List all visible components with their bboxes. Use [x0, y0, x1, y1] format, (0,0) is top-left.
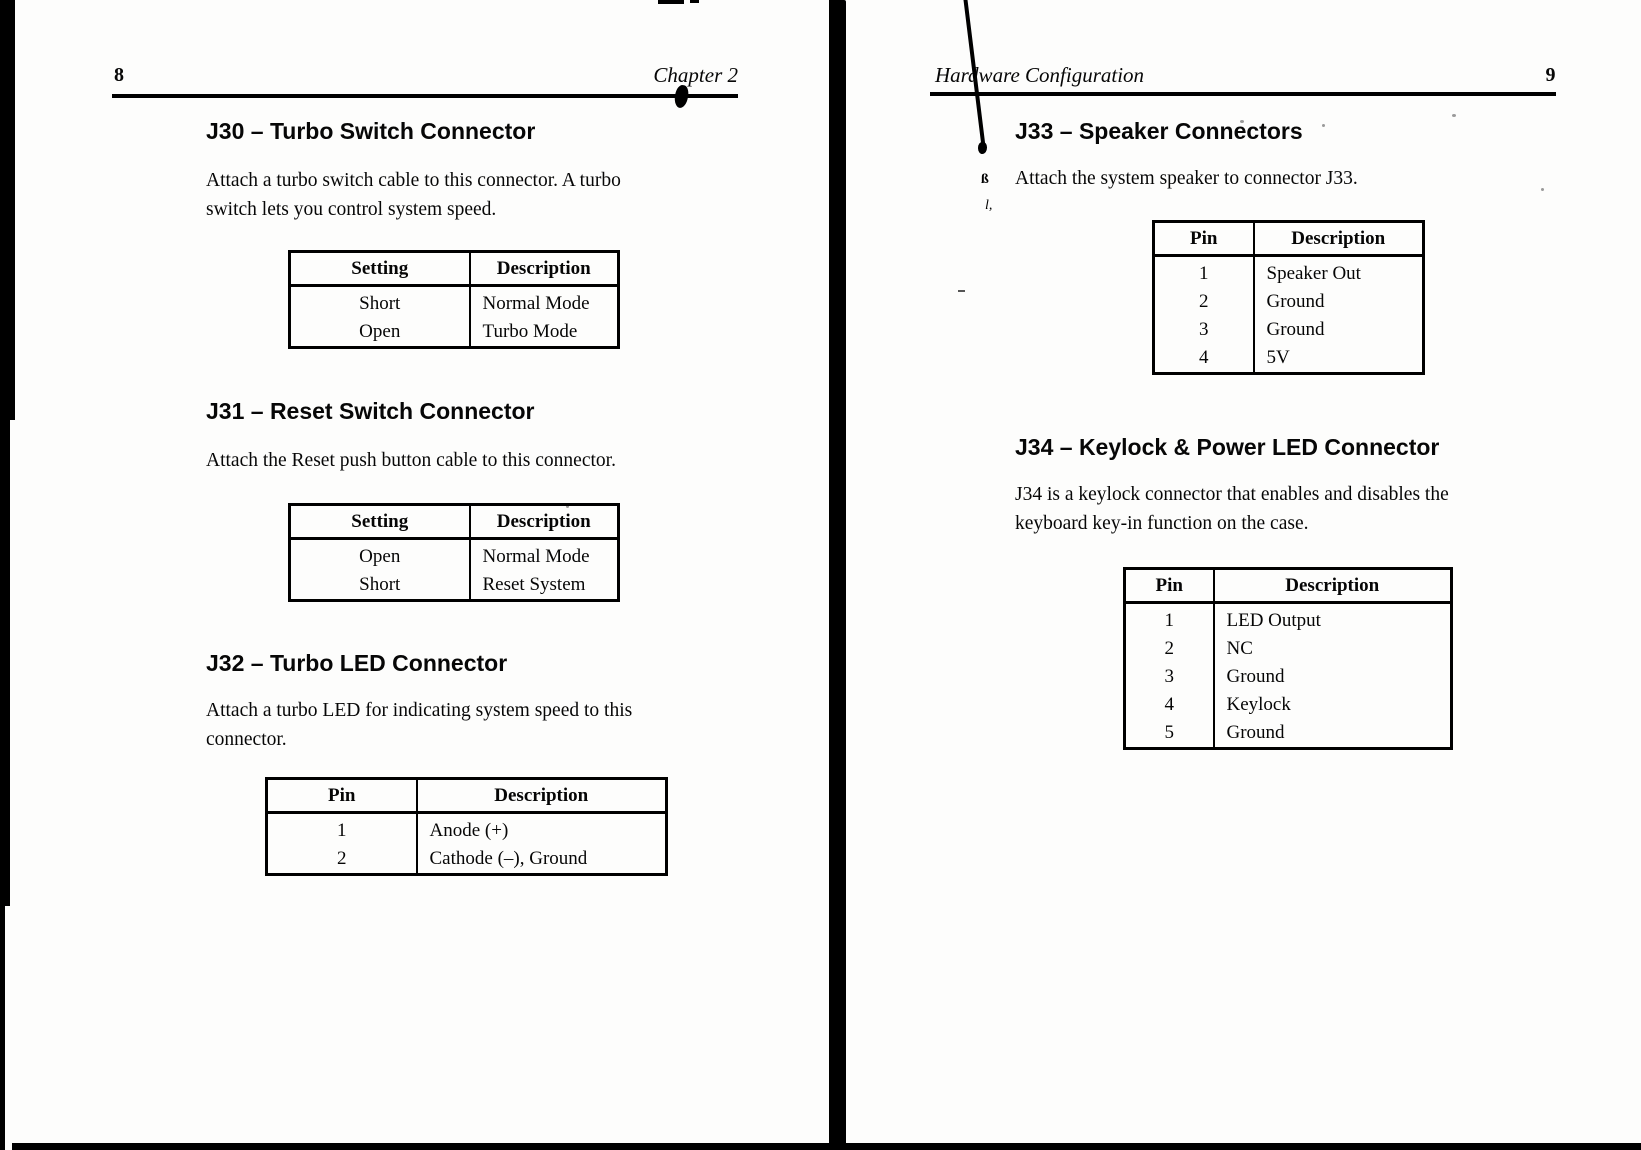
- section-title-j30: J30 – Turbo Switch Connector: [206, 118, 536, 144]
- scan-smudge-top-1: [658, 0, 684, 4]
- running-header-hardware-configuration: Hardware Configuration: [935, 63, 1145, 87]
- table-cell: LED Output: [1226, 610, 1321, 631]
- scan-noise: [958, 290, 965, 292]
- section-title-j31: J31 – Reset Switch Connector: [206, 398, 535, 424]
- table-row: [267, 845, 667, 875]
- scan-edge-band-left-mid: [0, 418, 10, 906]
- table-header-cell: Description: [417, 779, 667, 813]
- scan-noise: [1452, 114, 1456, 117]
- table-cell: Keylock: [1226, 694, 1291, 715]
- table-cell: Speaker Out: [1266, 263, 1361, 284]
- table-cell: 2: [267, 845, 417, 875]
- section-body-j30: [206, 166, 621, 224]
- body-line: Attach a turbo LED for indicating system speed to this: [206, 700, 633, 721]
- table-row: [1154, 288, 1424, 316]
- table-cell: 1: [1125, 603, 1214, 636]
- table-cell: 1: [1154, 256, 1254, 289]
- pen-stroke-dot: [978, 142, 987, 154]
- pen-small-mark-2: l,: [985, 198, 993, 213]
- table-cell: Turbo Mode: [482, 321, 578, 342]
- table-cell: 3: [1154, 316, 1254, 344]
- table-cell: Ground: [1266, 319, 1325, 340]
- table-header-cell: Description: [470, 505, 619, 539]
- body-line: Attach a turbo switch cable to this connector. A turbo: [206, 170, 621, 191]
- table-row: [1154, 316, 1424, 344]
- table-cell: Reset System: [482, 574, 586, 595]
- table-row: [1125, 603, 1452, 636]
- table-cell: Cathode (–), Ground: [429, 848, 588, 869]
- table-header-cell: Pin: [1125, 569, 1214, 603]
- table-cell: Ground: [1226, 666, 1285, 687]
- table-cell: 2: [1154, 288, 1254, 316]
- table-row: [1125, 719, 1452, 749]
- table-cell: Normal Mode: [482, 546, 590, 567]
- table-row: [290, 539, 619, 572]
- header-rule-left: [112, 94, 738, 98]
- page-gutter-shadow: [829, 0, 846, 1150]
- table-row: [1125, 691, 1452, 719]
- section-body-j32: [206, 696, 632, 754]
- table-header-cell: Description: [1214, 569, 1452, 603]
- table-header-cell: Description: [1254, 222, 1424, 256]
- connector-table-j31: [288, 503, 620, 602]
- table-row: [267, 813, 667, 846]
- pen-small-mark-1: ß: [981, 172, 989, 187]
- table-cell: 5: [1125, 719, 1214, 749]
- table-row: [1154, 256, 1424, 289]
- table-cell: Short: [290, 286, 470, 319]
- scan-edge-band-left-top: [0, 0, 15, 420]
- table-cell: 4: [1125, 691, 1214, 719]
- scan-noise: [1541, 188, 1544, 191]
- body-line: Attach the Reset push button cable to this connector.: [206, 450, 616, 471]
- body-line: J34 is a keylock connector that enables and disables the: [1015, 484, 1449, 505]
- connector-table-j34: [1123, 567, 1453, 750]
- table-cell: 5V: [1266, 347, 1290, 368]
- table-row: [290, 318, 619, 348]
- table-cell: 2: [1125, 635, 1214, 663]
- table-header-cell: Setting: [290, 505, 470, 539]
- table-cell: NC: [1226, 638, 1253, 659]
- table-cell: Ground: [1226, 722, 1285, 743]
- body-line: keyboard key-in function on the case.: [1015, 513, 1309, 534]
- connector-table-j33: [1152, 220, 1425, 375]
- page-number-left: 8: [114, 64, 125, 86]
- section-body-j33: [1015, 164, 1358, 193]
- table-cell: Ground: [1266, 291, 1325, 312]
- body-line: Attach the system speaker to connector J33.: [1015, 168, 1358, 189]
- table-cell: Open: [290, 318, 470, 348]
- table-cell: Normal Mode: [482, 293, 590, 314]
- section-title-j32: J32 – Turbo LED Connector: [206, 650, 508, 676]
- table-cell: 4: [1154, 344, 1254, 374]
- page-number-right: 9: [1545, 64, 1556, 86]
- section-body-j31: [206, 446, 616, 475]
- section-title-j33: J33 – Speaker Connectors: [1015, 118, 1303, 144]
- table-row: [290, 571, 619, 601]
- header-rule-right: [930, 92, 1556, 96]
- connector-table-j32: [265, 777, 668, 876]
- table-header-cell: Pin: [267, 779, 417, 813]
- table-row: [1125, 635, 1452, 663]
- table-row: [1154, 344, 1424, 374]
- table-row: [290, 286, 619, 319]
- section-body-j34: [1015, 480, 1449, 538]
- table-header-cell: Setting: [290, 252, 470, 286]
- scan-edge-band-bottom: [12, 1143, 1641, 1150]
- scan-edge-band-left-bottom: [0, 903, 5, 1150]
- table-header-cell: Pin: [1154, 222, 1254, 256]
- table-cell: Short: [290, 571, 470, 601]
- connector-table-j30: [288, 250, 620, 349]
- running-header-chapter: Chapter 2: [653, 63, 738, 87]
- table-cell: Open: [290, 539, 470, 572]
- table-cell: 3: [1125, 663, 1214, 691]
- table-cell: 1: [267, 813, 417, 846]
- table-header-cell: Description: [470, 252, 619, 286]
- table-row: [1125, 663, 1452, 691]
- scan-smudge-top-2: [690, 0, 699, 3]
- body-line: switch lets you control system speed.: [206, 199, 497, 220]
- section-title-j34: J34 – Keylock & Power LED Connector: [1015, 434, 1440, 460]
- scan-noise: [1322, 124, 1325, 127]
- table-cell: Anode (+): [429, 820, 509, 841]
- body-line: connector.: [206, 729, 287, 750]
